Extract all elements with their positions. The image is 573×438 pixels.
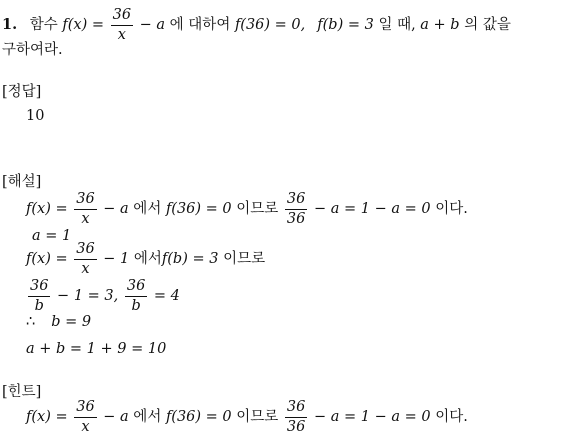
math-expression: f(x) = xyxy=(26,201,73,217)
math-expression: f(b) = 3 xyxy=(317,17,374,33)
fraction-numerator: 36 xyxy=(125,279,147,297)
fraction-numerator: 36 xyxy=(74,400,96,418)
fraction xyxy=(285,192,307,226)
math-expression: f(36) = 0 xyxy=(165,409,232,425)
math-expression: b = 9 xyxy=(51,314,92,330)
fraction-numerator: 36 xyxy=(74,242,96,260)
problem-text: 에 대하여 xyxy=(165,17,235,33)
fraction xyxy=(125,279,147,313)
math-expression: f(x) = xyxy=(26,409,73,425)
fraction-numerator: 36 xyxy=(285,192,307,210)
solution-line-4 xyxy=(26,277,180,315)
math-expression: = 4 xyxy=(149,288,180,304)
solution-text: 에서 xyxy=(129,251,162,267)
fraction-denominator: 36 xyxy=(286,418,306,435)
math-expression: − a xyxy=(98,409,129,425)
fraction-denominator: x xyxy=(81,210,90,227)
solution-label: [해설] xyxy=(2,174,42,190)
math-expression: − a = 1 − a = 0 xyxy=(309,201,431,217)
math-expression: f(36) = 0 xyxy=(165,201,232,217)
fraction-denominator: x xyxy=(117,26,126,43)
math-expression: − 1 xyxy=(98,251,130,267)
math-expression: − a = 1 − a = 0 xyxy=(309,409,431,425)
fraction xyxy=(111,8,133,42)
hint-line-1 xyxy=(26,398,468,436)
problem-statement-line-2: 구하여라. xyxy=(2,42,63,58)
solution-text: 이므로 xyxy=(218,251,266,267)
math-expression: − 1 = 3, xyxy=(52,288,123,304)
math-expression: f(b) = 3 xyxy=(161,251,219,267)
fraction-denominator: b xyxy=(34,297,44,314)
problem-number: 1. xyxy=(2,16,18,33)
problem-text: 함수 xyxy=(29,17,63,33)
solution-text: 이므로 xyxy=(231,201,283,217)
fraction-numerator: 36 xyxy=(74,192,96,210)
problem-statement-line-1 xyxy=(2,8,511,42)
problem-text: 의 값을 xyxy=(459,17,511,33)
math-expression: a + b xyxy=(420,17,460,33)
problem-text: 일 때, xyxy=(373,17,421,33)
fraction xyxy=(74,192,96,226)
solution-text: 이다. xyxy=(430,201,468,217)
math-expression: − a xyxy=(98,201,129,217)
math-expression: f(36) = 0, xyxy=(234,17,306,33)
hint-label: [힌트] xyxy=(2,384,42,400)
fraction-denominator: 36 xyxy=(286,210,306,227)
fraction xyxy=(285,400,307,434)
solution-line-6: a + b = 1 + 9 = 10 xyxy=(26,341,167,357)
math-expression: f(x) = xyxy=(26,251,73,267)
fraction xyxy=(74,242,96,276)
fraction-denominator: x xyxy=(81,418,90,435)
math-expression: f(x) = xyxy=(62,17,109,33)
solution-line-5 xyxy=(26,312,91,332)
fraction-numerator: 36 xyxy=(28,279,50,297)
fraction-denominator: b xyxy=(131,297,141,314)
fraction xyxy=(74,400,96,434)
therefore-symbol: ∴ xyxy=(26,314,36,330)
solution-line-2: a = 1 xyxy=(32,228,72,244)
fraction xyxy=(28,279,50,313)
solution-text: 에서 xyxy=(128,201,166,217)
answer-label: [정답] xyxy=(2,84,42,100)
hint-text: 이므로 xyxy=(231,409,283,425)
answer-value: 10 xyxy=(26,108,45,124)
fraction-denominator: x xyxy=(81,260,90,277)
math-expression: − a xyxy=(135,17,166,33)
solution-line-1 xyxy=(26,190,468,228)
solution-line-3 xyxy=(26,240,265,278)
fraction-numerator: 36 xyxy=(111,8,133,26)
hint-text: 이다. xyxy=(430,409,468,425)
fraction-numerator: 36 xyxy=(285,400,307,418)
hint-text: 에서 xyxy=(128,409,166,425)
